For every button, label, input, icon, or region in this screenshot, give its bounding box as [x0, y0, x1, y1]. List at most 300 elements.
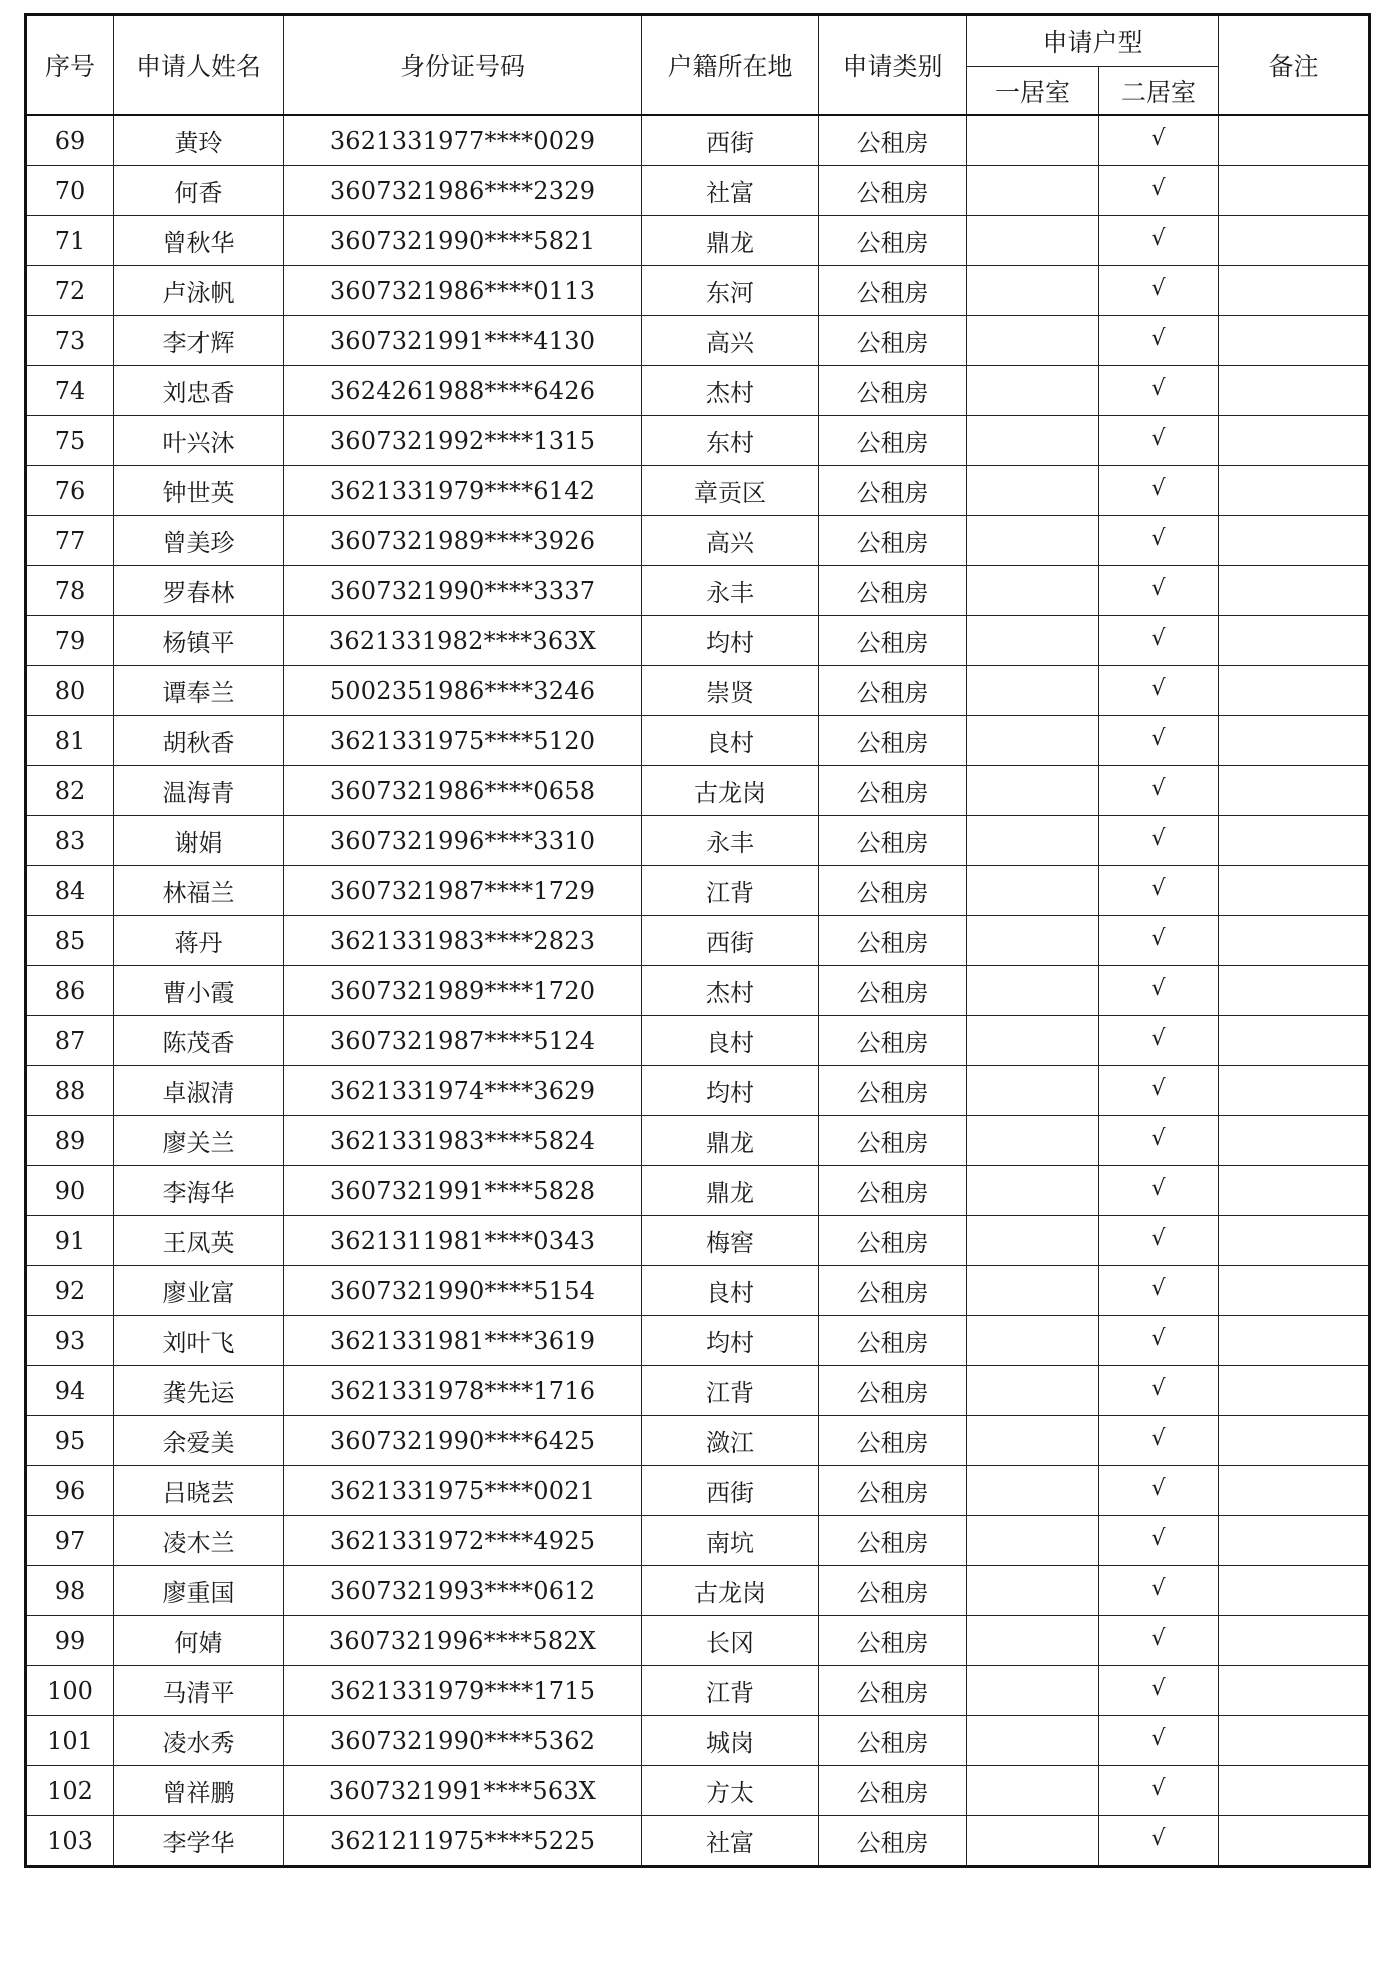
cell-one-bedroom: [967, 316, 1099, 366]
cell-id-number: 3621331975****5120: [284, 716, 642, 766]
cell-seq: 94: [26, 1366, 114, 1416]
applicant-list-sheet: [24, 13, 1368, 1868]
cell-one-bedroom: [967, 166, 1099, 216]
cell-remark: [1219, 716, 1370, 766]
cell-id-number: 5002351986****3246: [284, 666, 642, 716]
cell-two-bedroom: [1099, 1466, 1219, 1516]
table-row: [26, 516, 1370, 566]
cell-seq: 79: [26, 616, 114, 666]
cell-id-number: 3621331978****1716: [284, 1366, 642, 1416]
table-row: [26, 616, 1370, 666]
cell-remark: [1219, 1566, 1370, 1616]
cell-two-bedroom: [1099, 1316, 1219, 1366]
checkmark: √: [1151, 875, 1166, 901]
cell-category: 公租房: [819, 366, 967, 416]
cell-remark: [1219, 566, 1370, 616]
cell-one-bedroom: [967, 816, 1099, 866]
cell-applicant-name: 廖业富: [114, 1266, 284, 1316]
table-row: [26, 1016, 1370, 1066]
cell-applicant-name: 胡秋香: [114, 716, 284, 766]
cell-applicant-name: 廖关兰: [114, 1116, 284, 1166]
table-row: [26, 916, 1370, 966]
cell-id-number: 3624261988****6426: [284, 366, 642, 416]
cell-seq: 76: [26, 466, 114, 516]
cell-applicant-name: 凌水秀: [114, 1716, 284, 1766]
checkmark: √: [1151, 1575, 1166, 1601]
table-row: [26, 1366, 1370, 1416]
cell-applicant-name: 曾祥鹏: [114, 1766, 284, 1816]
cell-residence: 江背: [642, 1666, 819, 1716]
cell-residence: 江背: [642, 866, 819, 916]
cell-residence: 良村: [642, 1016, 819, 1066]
table-row: [26, 216, 1370, 266]
cell-category: 公租房: [819, 466, 967, 516]
cell-remark: [1219, 1366, 1370, 1416]
cell-seq: 90: [26, 1166, 114, 1216]
cell-residence: 西街: [642, 916, 819, 966]
cell-one-bedroom: [967, 1216, 1099, 1266]
header-name: 申请人姓名: [114, 15, 284, 116]
cell-category: 公租房: [819, 716, 967, 766]
cell-one-bedroom: [967, 216, 1099, 266]
cell-category: 公租房: [819, 416, 967, 466]
table-row: [26, 166, 1370, 216]
cell-remark: [1219, 1116, 1370, 1166]
checkmark: √: [1151, 1675, 1166, 1701]
cell-residence: 永丰: [642, 566, 819, 616]
cell-residence: 均村: [642, 616, 819, 666]
checkmark: √: [1151, 125, 1166, 151]
cell-seq: 85: [26, 916, 114, 966]
cell-residence: 方太: [642, 1766, 819, 1816]
table-row: [26, 1766, 1370, 1816]
checkmark: √: [1151, 1725, 1166, 1751]
cell-id-number: 3607321996****582X: [284, 1616, 642, 1666]
cell-id-number: 3607321992****1315: [284, 416, 642, 466]
checkmark: √: [1151, 1425, 1166, 1451]
cell-seq: 88: [26, 1066, 114, 1116]
cell-id-number: 3607321989****3926: [284, 516, 642, 566]
cell-id-number: 3621211975****5225: [284, 1816, 642, 1867]
cell-residence: 社富: [642, 166, 819, 216]
table-row: [26, 666, 1370, 716]
cell-seq: 75: [26, 416, 114, 466]
table-row: [26, 1666, 1370, 1716]
cell-one-bedroom: [967, 1516, 1099, 1566]
cell-category: 公租房: [819, 115, 967, 166]
cell-two-bedroom: [1099, 616, 1219, 666]
cell-seq: 84: [26, 866, 114, 916]
checkmark: √: [1151, 775, 1166, 801]
cell-residence: 杰村: [642, 366, 819, 416]
cell-two-bedroom: [1099, 1516, 1219, 1566]
cell-two-bedroom: [1099, 666, 1219, 716]
cell-remark: [1219, 1466, 1370, 1516]
cell-two-bedroom: [1099, 466, 1219, 516]
cell-one-bedroom: [967, 1566, 1099, 1616]
cell-two-bedroom: [1099, 1366, 1219, 1416]
cell-one-bedroom: [967, 1616, 1099, 1666]
cell-remark: [1219, 1616, 1370, 1666]
checkmark: √: [1151, 325, 1166, 351]
cell-one-bedroom: [967, 966, 1099, 1016]
cell-applicant-name: 余爱美: [114, 1416, 284, 1466]
cell-category: 公租房: [819, 1166, 967, 1216]
cell-two-bedroom: [1099, 366, 1219, 416]
cell-two-bedroom: [1099, 1166, 1219, 1216]
cell-one-bedroom: [967, 1166, 1099, 1216]
cell-category: 公租房: [819, 216, 967, 266]
table-row: [26, 416, 1370, 466]
cell-one-bedroom: [967, 416, 1099, 466]
cell-residence: 高兴: [642, 516, 819, 566]
cell-one-bedroom: [967, 616, 1099, 666]
header-residence: 户籍所在地: [642, 15, 819, 116]
cell-seq: 95: [26, 1416, 114, 1466]
cell-applicant-name: 刘忠香: [114, 366, 284, 416]
table-row: [26, 966, 1370, 1016]
cell-one-bedroom: [967, 666, 1099, 716]
cell-remark: [1219, 366, 1370, 416]
cell-id-number: 3621311981****0343: [284, 1216, 642, 1266]
table-body: [26, 115, 1370, 1867]
cell-seq: 101: [26, 1716, 114, 1766]
cell-one-bedroom: [967, 1016, 1099, 1066]
checkmark: √: [1151, 375, 1166, 401]
cell-seq: 73: [26, 316, 114, 366]
cell-id-number: 3607321996****3310: [284, 816, 642, 866]
header-remark: 备注: [1219, 15, 1370, 116]
cell-residence: 东村: [642, 416, 819, 466]
cell-applicant-name: 刘叶飞: [114, 1316, 284, 1366]
cell-id-number: 3607321987****5124: [284, 1016, 642, 1066]
cell-two-bedroom: [1099, 166, 1219, 216]
cell-remark: [1219, 866, 1370, 916]
cell-seq: 97: [26, 1516, 114, 1566]
cell-seq: 91: [26, 1216, 114, 1266]
cell-residence: 均村: [642, 1316, 819, 1366]
checkmark: √: [1151, 1625, 1166, 1651]
cell-one-bedroom: [967, 366, 1099, 416]
cell-residence: 潋江: [642, 1416, 819, 1466]
checkmark: √: [1151, 1025, 1166, 1051]
cell-two-bedroom: [1099, 916, 1219, 966]
cell-applicant-name: 廖重国: [114, 1566, 284, 1616]
cell-applicant-name: 谭奉兰: [114, 666, 284, 716]
cell-two-bedroom: [1099, 1066, 1219, 1116]
checkmark: √: [1151, 825, 1166, 851]
cell-one-bedroom: [967, 566, 1099, 616]
cell-applicant-name: 曾秋华: [114, 216, 284, 266]
cell-applicant-name: 吕晓芸: [114, 1466, 284, 1516]
cell-category: 公租房: [819, 516, 967, 566]
table-header: [26, 15, 1370, 116]
table-row: [26, 266, 1370, 316]
cell-two-bedroom: [1099, 316, 1219, 366]
cell-applicant-name: 曾美珍: [114, 516, 284, 566]
cell-seq: 80: [26, 666, 114, 716]
cell-residence: 均村: [642, 1066, 819, 1116]
cell-remark: [1219, 666, 1370, 716]
cell-remark: [1219, 1066, 1370, 1116]
table-row: [26, 1116, 1370, 1166]
cell-applicant-name: 卓淑清: [114, 1066, 284, 1116]
cell-applicant-name: 蒋丹: [114, 916, 284, 966]
checkmark: √: [1151, 1825, 1166, 1851]
cell-category: 公租房: [819, 616, 967, 666]
cell-one-bedroom: [967, 1316, 1099, 1366]
cell-remark: [1219, 1166, 1370, 1216]
cell-category: 公租房: [819, 916, 967, 966]
table-row: [26, 366, 1370, 416]
cell-seq: 83: [26, 816, 114, 866]
table-row: [26, 766, 1370, 816]
cell-remark: [1219, 1766, 1370, 1816]
table-row: [26, 1616, 1370, 1666]
cell-applicant-name: 林福兰: [114, 866, 284, 916]
cell-two-bedroom: [1099, 516, 1219, 566]
cell-id-number: 3607321990****5154: [284, 1266, 642, 1316]
cell-two-bedroom: [1099, 1716, 1219, 1766]
cell-id-number: 3607321990****6425: [284, 1416, 642, 1466]
cell-two-bedroom: [1099, 716, 1219, 766]
cell-residence: 杰村: [642, 966, 819, 1016]
cell-remark: [1219, 516, 1370, 566]
cell-remark: [1219, 166, 1370, 216]
checkmark: √: [1151, 1075, 1166, 1101]
cell-seq: 102: [26, 1766, 114, 1816]
cell-remark: [1219, 416, 1370, 466]
cell-two-bedroom: [1099, 766, 1219, 816]
cell-two-bedroom: [1099, 866, 1219, 916]
table-row: [26, 716, 1370, 766]
checkmark: √: [1151, 925, 1166, 951]
table-row: [26, 1216, 1370, 1266]
cell-residence: 良村: [642, 1266, 819, 1316]
cell-one-bedroom: [967, 916, 1099, 966]
cell-id-number: 3621331983****5824: [284, 1116, 642, 1166]
cell-two-bedroom: [1099, 1266, 1219, 1316]
cell-remark: [1219, 816, 1370, 866]
cell-one-bedroom: [967, 866, 1099, 916]
table-row: [26, 866, 1370, 916]
header-seq: 序号: [26, 15, 114, 116]
cell-applicant-name: 凌木兰: [114, 1516, 284, 1566]
cell-applicant-name: 龚先运: [114, 1366, 284, 1416]
cell-id-number: 3607321990****5821: [284, 216, 642, 266]
cell-two-bedroom: [1099, 216, 1219, 266]
cell-category: 公租房: [819, 1216, 967, 1266]
cell-category: 公租房: [819, 1566, 967, 1616]
cell-seq: 103: [26, 1816, 114, 1867]
cell-two-bedroom: [1099, 1216, 1219, 1266]
cell-category: 公租房: [819, 1666, 967, 1716]
cell-remark: [1219, 1216, 1370, 1266]
cell-residence: 鼎龙: [642, 216, 819, 266]
checkmark: √: [1151, 1275, 1166, 1301]
cell-id-number: 3607321991****4130: [284, 316, 642, 366]
cell-seq: 82: [26, 766, 114, 816]
cell-two-bedroom: [1099, 1016, 1219, 1066]
table-row: [26, 1266, 1370, 1316]
checkmark: √: [1151, 1325, 1166, 1351]
cell-id-number: 3621331974****3629: [284, 1066, 642, 1116]
cell-category: 公租房: [819, 266, 967, 316]
cell-applicant-name: 陈茂香: [114, 1016, 284, 1066]
cell-one-bedroom: [967, 1066, 1099, 1116]
cell-residence: 东河: [642, 266, 819, 316]
cell-id-number: 3607321986****0113: [284, 266, 642, 316]
cell-category: 公租房: [819, 1716, 967, 1766]
cell-applicant-name: 李学华: [114, 1816, 284, 1867]
cell-applicant-name: 王凤英: [114, 1216, 284, 1266]
cell-two-bedroom: [1099, 1416, 1219, 1466]
cell-seq: 74: [26, 366, 114, 416]
header-one-bedroom: 一居室: [967, 67, 1099, 116]
cell-applicant-name: 叶兴沐: [114, 416, 284, 466]
cell-one-bedroom: [967, 516, 1099, 566]
checkmark: √: [1151, 525, 1166, 551]
cell-applicant-name: 钟世英: [114, 466, 284, 516]
cell-remark: [1219, 1666, 1370, 1716]
cell-seq: 77: [26, 516, 114, 566]
cell-remark: [1219, 616, 1370, 666]
table-row: [26, 466, 1370, 516]
cell-applicant-name: 马清平: [114, 1666, 284, 1716]
checkmark: √: [1151, 725, 1166, 751]
cell-category: 公租房: [819, 1516, 967, 1566]
cell-two-bedroom: [1099, 1816, 1219, 1867]
cell-applicant-name: 李才辉: [114, 316, 284, 366]
cell-id-number: 3607321986****2329: [284, 166, 642, 216]
cell-seq: 98: [26, 1566, 114, 1616]
cell-remark: [1219, 316, 1370, 366]
cell-two-bedroom: [1099, 1766, 1219, 1816]
cell-seq: 93: [26, 1316, 114, 1366]
checkmark: √: [1151, 275, 1166, 301]
cell-id-number: 3621331972****4925: [284, 1516, 642, 1566]
checkmark: √: [1151, 1375, 1166, 1401]
table-row: [26, 1166, 1370, 1216]
checkmark: √: [1151, 425, 1166, 451]
table-row: [26, 1316, 1370, 1366]
cell-category: 公租房: [819, 766, 967, 816]
cell-residence: 章贡区: [642, 466, 819, 516]
cell-applicant-name: 杨镇平: [114, 616, 284, 666]
cell-one-bedroom: [967, 1466, 1099, 1516]
checkmark: √: [1151, 225, 1166, 251]
cell-seq: 81: [26, 716, 114, 766]
cell-one-bedroom: [967, 1116, 1099, 1166]
cell-residence: 崇贤: [642, 666, 819, 716]
cell-id-number: 3607321986****0658: [284, 766, 642, 816]
cell-id-number: 3621331982****363X: [284, 616, 642, 666]
cell-residence: 西街: [642, 1466, 819, 1516]
cell-remark: [1219, 266, 1370, 316]
cell-seq: 70: [26, 166, 114, 216]
cell-two-bedroom: [1099, 816, 1219, 866]
cell-category: 公租房: [819, 1266, 967, 1316]
checkmark: √: [1151, 675, 1166, 701]
checkmark: √: [1151, 625, 1166, 651]
table-row: [26, 1066, 1370, 1116]
checkmark: √: [1151, 1125, 1166, 1151]
cell-residence: 长冈: [642, 1616, 819, 1666]
cell-id-number: 3607321989****1720: [284, 966, 642, 1016]
cell-category: 公租房: [819, 566, 967, 616]
cell-remark: [1219, 115, 1370, 166]
cell-residence: 西街: [642, 115, 819, 166]
cell-remark: [1219, 1316, 1370, 1366]
cell-residence: 高兴: [642, 316, 819, 366]
cell-category: 公租房: [819, 1466, 967, 1516]
checkmark: √: [1151, 1225, 1166, 1251]
cell-id-number: 3607321990****5362: [284, 1716, 642, 1766]
cell-remark: [1219, 1716, 1370, 1766]
table-row: [26, 1716, 1370, 1766]
checkmark: √: [1151, 1775, 1166, 1801]
table-row: [26, 115, 1370, 166]
cell-one-bedroom: [967, 766, 1099, 816]
cell-category: 公租房: [819, 1066, 967, 1116]
cell-seq: 86: [26, 966, 114, 1016]
checkmark: √: [1151, 175, 1166, 201]
cell-two-bedroom: [1099, 115, 1219, 166]
table-row: [26, 1416, 1370, 1466]
table-row: [26, 566, 1370, 616]
checkmark: √: [1151, 1525, 1166, 1551]
cell-applicant-name: 罗春林: [114, 566, 284, 616]
cell-category: 公租房: [819, 166, 967, 216]
cell-seq: 71: [26, 216, 114, 266]
cell-id-number: 3621331979****1715: [284, 1666, 642, 1716]
cell-remark: [1219, 916, 1370, 966]
checkmark: √: [1151, 1475, 1166, 1501]
cell-one-bedroom: [967, 716, 1099, 766]
cell-seq: 72: [26, 266, 114, 316]
cell-id-number: 3607321991****563X: [284, 1766, 642, 1816]
cell-two-bedroom: [1099, 566, 1219, 616]
table-row: [26, 1466, 1370, 1516]
cell-residence: 江背: [642, 1366, 819, 1416]
header-category: 申请类别: [819, 15, 967, 116]
cell-two-bedroom: [1099, 966, 1219, 1016]
header-two-bedroom: 二居室: [1099, 67, 1219, 116]
cell-remark: [1219, 1266, 1370, 1316]
cell-residence: 梅窖: [642, 1216, 819, 1266]
cell-id-number: 3621331975****0021: [284, 1466, 642, 1516]
cell-remark: [1219, 216, 1370, 266]
cell-two-bedroom: [1099, 1616, 1219, 1666]
cell-category: 公租房: [819, 1366, 967, 1416]
cell-one-bedroom: [967, 1366, 1099, 1416]
table-row: [26, 1816, 1370, 1867]
cell-one-bedroom: [967, 266, 1099, 316]
cell-residence: 鼎龙: [642, 1116, 819, 1166]
cell-one-bedroom: [967, 466, 1099, 516]
cell-id-number: 3607321987****1729: [284, 866, 642, 916]
cell-remark: [1219, 766, 1370, 816]
cell-seq: 99: [26, 1616, 114, 1666]
table-row: [26, 316, 1370, 366]
cell-seq: 69: [26, 115, 114, 166]
cell-seq: 100: [26, 1666, 114, 1716]
cell-id-number: 3607321991****5828: [284, 1166, 642, 1216]
cell-one-bedroom: [967, 115, 1099, 166]
cell-applicant-name: 卢泳帆: [114, 266, 284, 316]
cell-category: 公租房: [819, 1416, 967, 1466]
cell-remark: [1219, 466, 1370, 516]
